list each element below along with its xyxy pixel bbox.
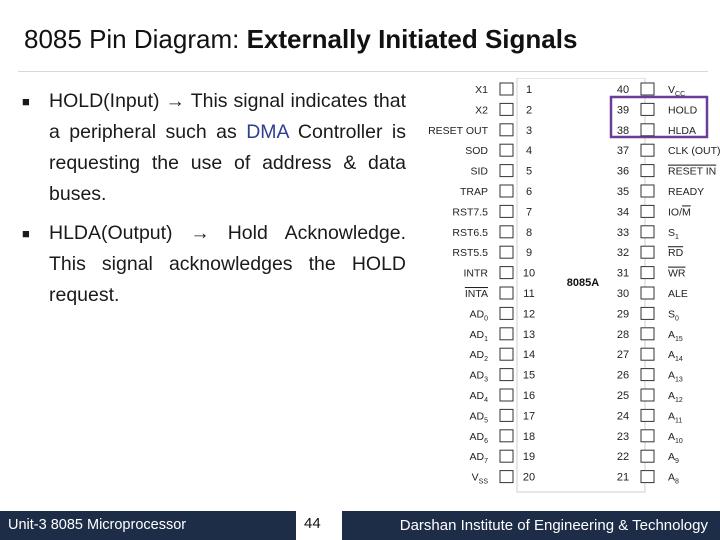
- right-pin: [617, 287, 688, 300]
- pin-number-34: 34: [616, 206, 630, 219]
- left-pin: [470, 430, 536, 445]
- left-pin: [452, 205, 532, 218]
- pin-number-4: 4: [525, 145, 533, 158]
- left-pin: [452, 246, 532, 259]
- pin-box: [500, 307, 513, 319]
- left-pin: [460, 185, 532, 198]
- pin-name-10: INTR: [463, 267, 488, 280]
- pin-number-21: 21: [616, 471, 630, 484]
- pin-number-17: 17: [522, 410, 536, 423]
- pin-box: [641, 267, 654, 279]
- pin-number-20: 20: [522, 471, 536, 484]
- left-pin: [465, 287, 535, 300]
- pin-name-14: $AD_2$: [469, 349, 488, 364]
- left-pin: [475, 83, 532, 96]
- right-pin: [617, 205, 691, 218]
- pin-box: [641, 124, 654, 136]
- pin-box: [641, 103, 654, 115]
- pin-box: [641, 409, 654, 421]
- bullet-hold-text: [22, 86, 406, 210]
- pin-name-40: $V_{CC}$: [668, 84, 686, 98]
- pin-box: [500, 430, 513, 442]
- bullet-hlda-desc: Hold Acknowledge. This signal acknowledges the HOLD request.: [49, 222, 406, 306]
- pin-number-36: 36: [616, 165, 630, 178]
- pin-box: [641, 369, 654, 381]
- pin-number-9: 9: [525, 247, 533, 260]
- pin-box: [641, 144, 654, 156]
- pin-name-33: $S_1$: [668, 226, 679, 241]
- bullet-hlda: [22, 218, 406, 311]
- pin-number-22: 22: [616, 451, 630, 464]
- pin-name-11: INTA: [464, 288, 488, 300]
- pin-name-12: $AD_0$: [469, 308, 488, 323]
- pin-box: [500, 409, 513, 421]
- left-pin: [470, 389, 536, 404]
- pin-name-3: RESET OUT: [428, 124, 488, 137]
- pin-name-22: $A_9$: [668, 451, 679, 466]
- left-pin: [428, 124, 532, 137]
- title-divider: [18, 71, 708, 72]
- pin-box: [641, 389, 654, 401]
- left-pin: [470, 348, 536, 363]
- left-pin: [470, 328, 536, 343]
- footer-institute: Darshan Institute of Engineering & Technology: [399, 517, 708, 534]
- pin-number-23: 23: [616, 430, 630, 443]
- pin-box: [500, 450, 513, 462]
- pin-number-31: 31: [616, 267, 630, 280]
- right-pin: [617, 246, 684, 259]
- pin-number-1: 1: [525, 84, 533, 96]
- pin-box: [500, 165, 513, 177]
- right-pin: [617, 369, 683, 384]
- pin-name-5: SID: [470, 165, 488, 178]
- pin-box: [500, 471, 513, 483]
- pin-number-16: 16: [522, 390, 536, 402]
- pin-name-36: RESET IN: [668, 165, 717, 178]
- right-pin: [617, 409, 683, 424]
- pin-number-7: 7: [525, 206, 533, 219]
- pin-name-30: ALE: [668, 288, 688, 300]
- pin-box: [641, 165, 654, 177]
- right-pin: [617, 471, 679, 486]
- right-pin: [617, 389, 683, 404]
- pin-diagram: [420, 78, 720, 498]
- right-pin: [617, 226, 679, 241]
- pin-number-18: 18: [522, 430, 536, 443]
- right-pin: [617, 450, 679, 465]
- bullet-hold: [22, 86, 406, 210]
- pin-name-32: RD: [668, 247, 684, 260]
- pin-box: [500, 348, 513, 360]
- pin-name-37: CLK (OUT): [668, 145, 720, 158]
- arrow-icon: →: [190, 222, 210, 244]
- pin-number-27: 27: [616, 349, 630, 362]
- pin-number-33: 33: [616, 226, 630, 239]
- right-pin: [617, 328, 683, 343]
- pin-number-19: 19: [522, 451, 536, 464]
- pin-box: [641, 287, 654, 299]
- pin-number-37: 37: [616, 145, 630, 158]
- slide-title: [24, 24, 577, 55]
- slide-title-bold: Externally Initiated Signals: [246, 24, 578, 54]
- pin-name-4: SOD: [465, 145, 488, 158]
- pin-name-28: $A_{15}$: [668, 328, 683, 343]
- pin-number-12: 12: [522, 308, 536, 321]
- right-pin: [617, 124, 696, 137]
- pin-box: [641, 185, 654, 197]
- pin-number-29: 29: [616, 308, 630, 321]
- pin-box: [641, 430, 654, 442]
- pin-box: [641, 307, 654, 319]
- left-pin: [470, 165, 532, 178]
- pin-box: [500, 144, 513, 156]
- pin-box: [641, 450, 654, 462]
- pin-box: [500, 124, 513, 136]
- right-pin: [617, 185, 704, 198]
- pin-number-39: 39: [616, 104, 630, 117]
- pin-box: [500, 205, 513, 217]
- pin-name-21: $A_8$: [668, 471, 679, 486]
- pin-number-14: 14: [522, 349, 536, 362]
- pin-box: [500, 287, 513, 299]
- pin-number-11: 11: [523, 288, 535, 300]
- pin-number-3: 3: [525, 124, 533, 137]
- pin-number-6: 6: [525, 186, 533, 198]
- pin-box: [500, 389, 513, 401]
- pin-name-29: $S_0$: [668, 308, 679, 323]
- bullet-hold-desc: This signal indicates that a peripheral such as: [49, 90, 406, 143]
- pin-box: [641, 226, 654, 238]
- right-pin: [617, 267, 686, 280]
- left-pin: [470, 409, 536, 424]
- right-pin: [617, 144, 720, 157]
- pin-name-9: RST5.5: [452, 247, 488, 260]
- pin-number-40: 40: [616, 84, 630, 96]
- pin-name-34: IO/M: [668, 206, 691, 219]
- pin-number-26: 26: [616, 369, 630, 382]
- pin-number-35: 35: [616, 186, 630, 198]
- pin-number-25: 25: [616, 390, 630, 402]
- footer-unit: Unit-3 8085 Microprocessor: [8, 517, 187, 533]
- pin-number-38: 38: [616, 124, 630, 137]
- pin-name-26: $A_{13}$: [668, 369, 683, 384]
- pin-box: [500, 267, 513, 279]
- bullet-hold-highlight: DMA: [246, 121, 289, 143]
- pin-name-15: $AD_3$: [469, 369, 488, 384]
- pin-number-8: 8: [525, 226, 533, 239]
- bullet-marker-icon: ■: [22, 226, 30, 241]
- pin-number-28: 28: [616, 328, 630, 341]
- pin-box: [641, 205, 654, 217]
- bullet-hlda-term: HLDA(Output): [49, 222, 191, 244]
- bullet-marker-icon: ■: [22, 94, 30, 109]
- footer-page-number: 44: [304, 515, 321, 532]
- pin-name-39: HOLD: [668, 104, 698, 117]
- pin-number-30: 30: [616, 288, 630, 300]
- pin-number-10: 10: [522, 267, 536, 280]
- pin-number-15: 15: [522, 369, 536, 382]
- pin-name-7: RST7.5: [452, 206, 488, 219]
- left-pin: [472, 471, 535, 486]
- pin-box: [641, 471, 654, 483]
- pin-box: [641, 246, 654, 258]
- left-pin: [475, 103, 532, 116]
- right-pin: [617, 430, 683, 445]
- pin-name-24: $A_{11}$: [668, 410, 683, 425]
- pin-name-18: $AD_6$: [469, 430, 488, 445]
- pin-name-17: $AD_5$: [469, 410, 488, 425]
- arrow-icon: →: [165, 90, 186, 112]
- pin-name-23: $A_{10}$: [668, 430, 683, 445]
- right-pin: [617, 348, 683, 363]
- pin-name-6: TRAP: [459, 186, 488, 198]
- pin-name-31: WR: [668, 267, 686, 280]
- pin-name-2: X2: [475, 104, 488, 117]
- chip-label: 8085A: [566, 277, 600, 289]
- pin-box: [500, 246, 513, 258]
- pin-number-5: 5: [525, 165, 533, 178]
- bullet-hlda-text: [22, 218, 406, 311]
- left-pin: [470, 450, 536, 465]
- pin-box: [500, 185, 513, 197]
- pin-name-1: X1: [475, 84, 488, 96]
- pin-number-24: 24: [616, 410, 630, 423]
- left-pin: [470, 369, 536, 384]
- pin-box: [500, 103, 513, 115]
- pin-number-13: 13: [522, 328, 536, 341]
- pin-box: [500, 83, 513, 95]
- pin-name-19: $AD_7$: [469, 451, 488, 466]
- bullet-hold-desc-end: Controller is requesting the use of address & data buses.: [49, 121, 407, 205]
- pin-name-25: $A_{12}$: [668, 390, 683, 404]
- right-pin: [617, 307, 679, 322]
- pin-box: [641, 328, 654, 340]
- left-pin: [470, 307, 536, 322]
- pin-name-38: HLDA: [668, 124, 697, 137]
- pin-box: [500, 226, 513, 238]
- footer-bar: [0, 511, 720, 540]
- pin-name-35: READY: [668, 186, 705, 198]
- pin-name-27: $A_{14}$: [668, 349, 683, 364]
- slide-title-prefix: 8085 Pin Diagram:: [24, 24, 247, 54]
- pin-box: [641, 83, 654, 95]
- pin-box: [500, 328, 513, 340]
- bullet-hold-term: HOLD(Input): [49, 90, 166, 112]
- pin-box: [641, 348, 654, 360]
- right-pin: [617, 165, 716, 178]
- pin-number-32: 32: [616, 247, 630, 260]
- right-pin: [617, 103, 698, 116]
- pin-name-13: $AD_1$: [469, 328, 488, 343]
- left-pin: [452, 226, 532, 239]
- left-pin: [464, 267, 536, 280]
- pin-box: [500, 369, 513, 381]
- pin-name-8: RST6.5: [452, 226, 488, 239]
- left-pin: [465, 144, 532, 157]
- pin-name-20: $V_{SS}$: [471, 471, 488, 486]
- pin-name-16: $AD_4$: [469, 390, 488, 404]
- pin-number-2: 2: [525, 104, 533, 117]
